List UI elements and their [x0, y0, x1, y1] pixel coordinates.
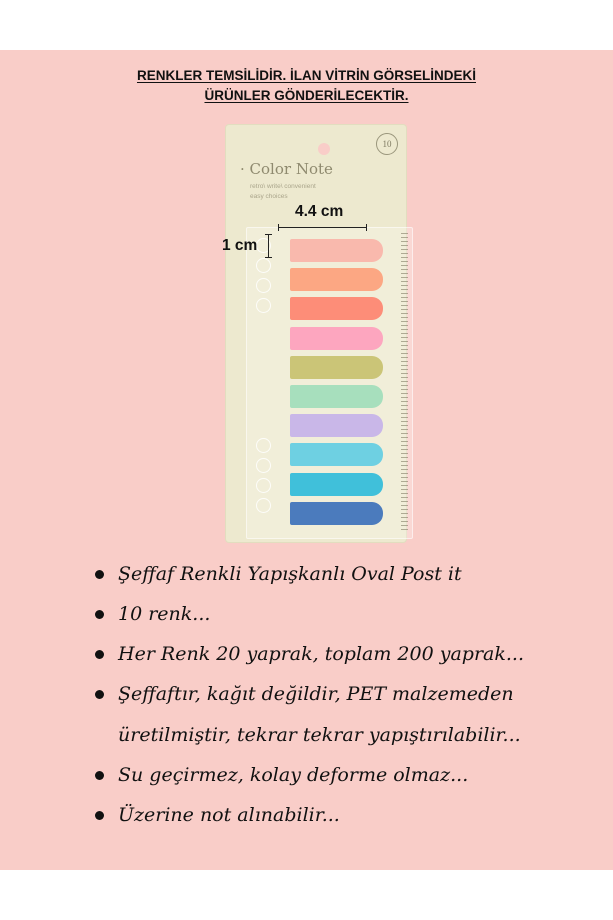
width-measurement: 4.4 cm	[295, 203, 344, 220]
feature-text-continuation: üretilmiştir, tekrar tekrar yapıştırılabilir...	[118, 724, 521, 746]
feature-text: 10 renk...	[118, 603, 211, 625]
binder-ring	[256, 298, 271, 313]
sticky-flag	[290, 502, 383, 525]
bullet-icon	[95, 811, 104, 820]
binder-ring	[256, 478, 271, 493]
sticky-flag	[290, 297, 383, 320]
bullet-icon	[95, 570, 104, 579]
sticky-flag	[290, 356, 383, 379]
product-photo	[212, 122, 407, 547]
sticky-flag	[290, 414, 383, 437]
binder-ring	[256, 458, 271, 473]
tagline-2: easy choices	[250, 193, 288, 200]
hang-hole	[318, 143, 330, 155]
feature-text: Su geçirmez, kolay deforme olmaz...	[118, 764, 469, 786]
binder-ring	[256, 258, 271, 273]
sticky-flag	[290, 327, 383, 350]
representative-colors-notice	[0, 66, 613, 106]
feature-text: Şeffaf Renkli Yapışkanlı Oval Post it	[118, 563, 462, 585]
bullet-icon	[95, 650, 104, 659]
feature-text: Üzerine not alınabilir...	[118, 804, 340, 826]
sticky-flag	[290, 473, 383, 496]
sticky-flag	[290, 268, 383, 291]
bullet-icon	[95, 690, 104, 699]
height-measurement: 1 cm	[222, 237, 258, 254]
sticky-flag	[290, 239, 383, 262]
tagline-1: retro\ write\ convenient	[250, 183, 316, 190]
binder-ring	[256, 278, 271, 293]
notice-line-1: RENKLER TEMSİLİDİR. İLAN VİTRİN GÖRSELİNDEKİ	[136, 68, 476, 83]
binder-ring	[256, 498, 271, 513]
feature-text: Şeffaftır, kağıt değildir, PET malzemeden	[118, 683, 514, 705]
notice-line-2: ÜRÜNLER GÖNDERİLECEKTİR.	[204, 88, 409, 103]
binder-ring	[256, 438, 271, 453]
sticky-flag	[290, 443, 383, 466]
height-dimension-line	[268, 234, 269, 258]
brand-name: · Color Note	[240, 160, 333, 178]
feature-text: Her Renk 20 yaprak, toplam 200 yaprak...	[118, 643, 524, 665]
product-poster	[0, 50, 613, 870]
sticky-flag	[290, 385, 383, 408]
color-note-card	[226, 125, 406, 542]
pack-count-badge: 10	[376, 133, 398, 155]
bullet-icon	[95, 610, 104, 619]
bullet-icon	[95, 771, 104, 780]
width-dimension-line	[278, 227, 367, 228]
